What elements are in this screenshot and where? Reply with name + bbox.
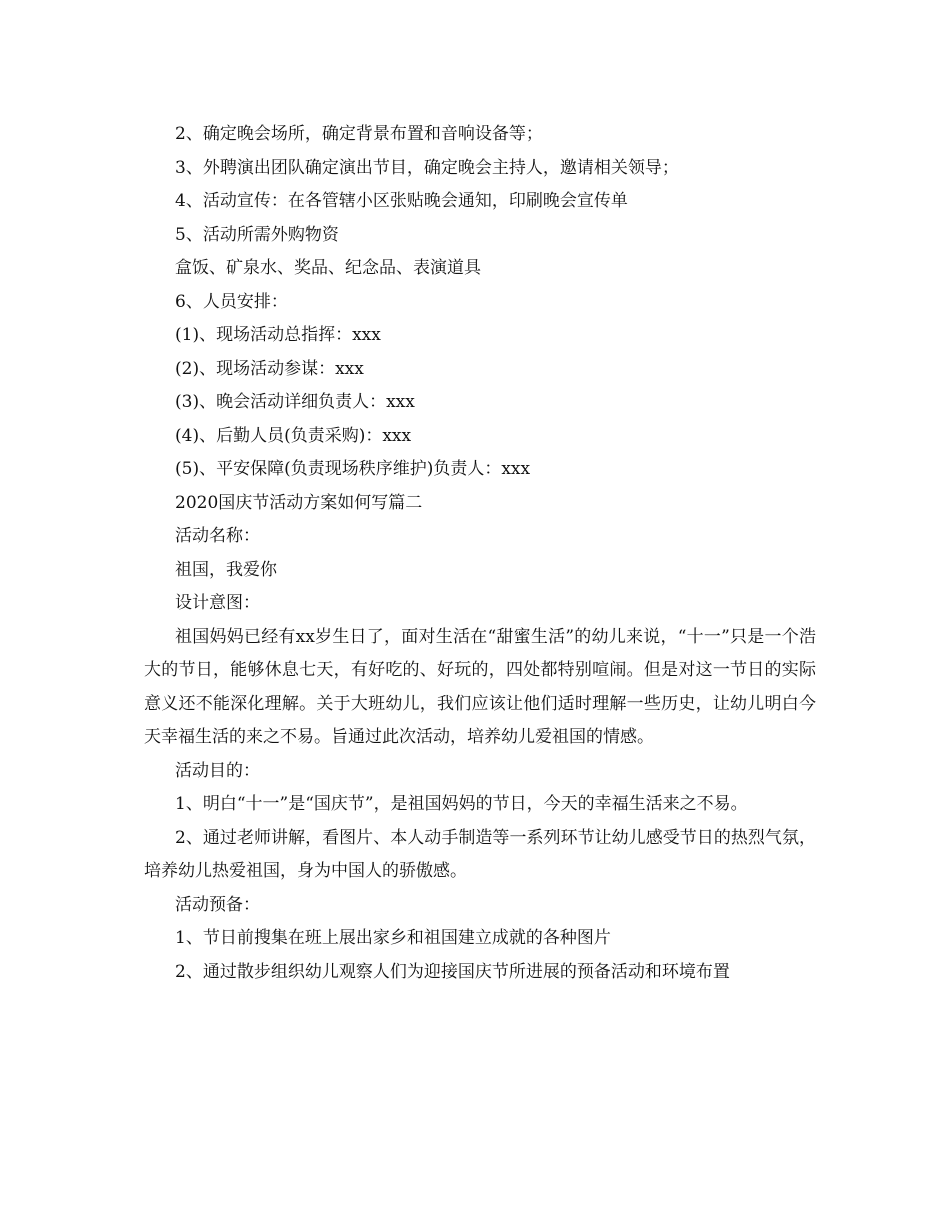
prep-item-2: 2、通过散步组织幼儿观察人们为迎接国庆节所进展的预备活动和环境布置 <box>175 961 730 982</box>
design-heading: 设计意图： <box>175 593 260 613</box>
staff-item-5: (5)、平安保障(负责现场秩序维护)负责人：xxx <box>175 459 531 479</box>
document-body <box>144 118 816 989</box>
plan-item-2: 2、确定晚会场所，确定背景布置和音响设备等； <box>175 124 543 144</box>
section-title: 2020国庆节活动方案如何写篇二 <box>175 492 423 513</box>
goal-item-1: 1、明白“十一”是“国庆节”，是祖国妈妈的节日，今天的幸福生活来之不易。 <box>175 794 748 814</box>
activity-name-heading: 活动名称： <box>175 526 260 546</box>
staff-item-2: (2)、现场活动参谋：xxx <box>175 358 364 379</box>
goal-heading: 活动目的： <box>175 760 260 781</box>
supplies-list: 盒饭、矿泉水、奖品、纪念品、表演道具 <box>175 258 481 278</box>
plan-item-4: 4、活动宣传：在各管辖小区张贴晚会通知，印刷晚会宣传单 <box>175 191 628 211</box>
goal-item-2: 2、通过老师讲解，看图片、本人动手制造等一系列环节让幼儿感受节日的热烈气氛，培养幼儿热爱祖国，身为中国人的骄傲感。 <box>144 827 816 881</box>
activity-name: 祖国，我爱你 <box>175 559 277 580</box>
staff-item-4: (4)、后勤人员(负责采购)：xxx <box>175 425 412 446</box>
plan-item-6: 6、人员安排： <box>175 291 288 312</box>
prep-item-1: 1、节日前搜集在班上展出家乡和祖国建立成就的各种图片 <box>175 928 611 948</box>
plan-item-3: 3、外聘演出团队确定演出节目，确定晚会主持人，邀请相关领导； <box>175 157 679 178</box>
prep-heading: 活动预备： <box>175 894 260 915</box>
staff-item-1: (1)、现场活动总指挥：xxx <box>175 325 381 345</box>
plan-item-5: 5、活动所需外购物资 <box>175 224 339 245</box>
staff-item-3: (3)、晚会活动详细负责人：xxx <box>175 392 415 412</box>
design-paragraph: 祖国妈妈已经有xx岁生日了，面对生活在“甜蜜生活”的幼儿来说，“十一”只是一个浩大的节日，能够休息七天，有好吃的、好玩的，四处都特别喧闹。但是对这一节日的实际意义还不能深化理解。关于大班幼儿，我们应该让他们适时理解一些历史，让幼儿明白今天幸福生活的来之不易。旨通过此次活动，培养幼儿爱祖国的情感。 <box>144 626 816 747</box>
